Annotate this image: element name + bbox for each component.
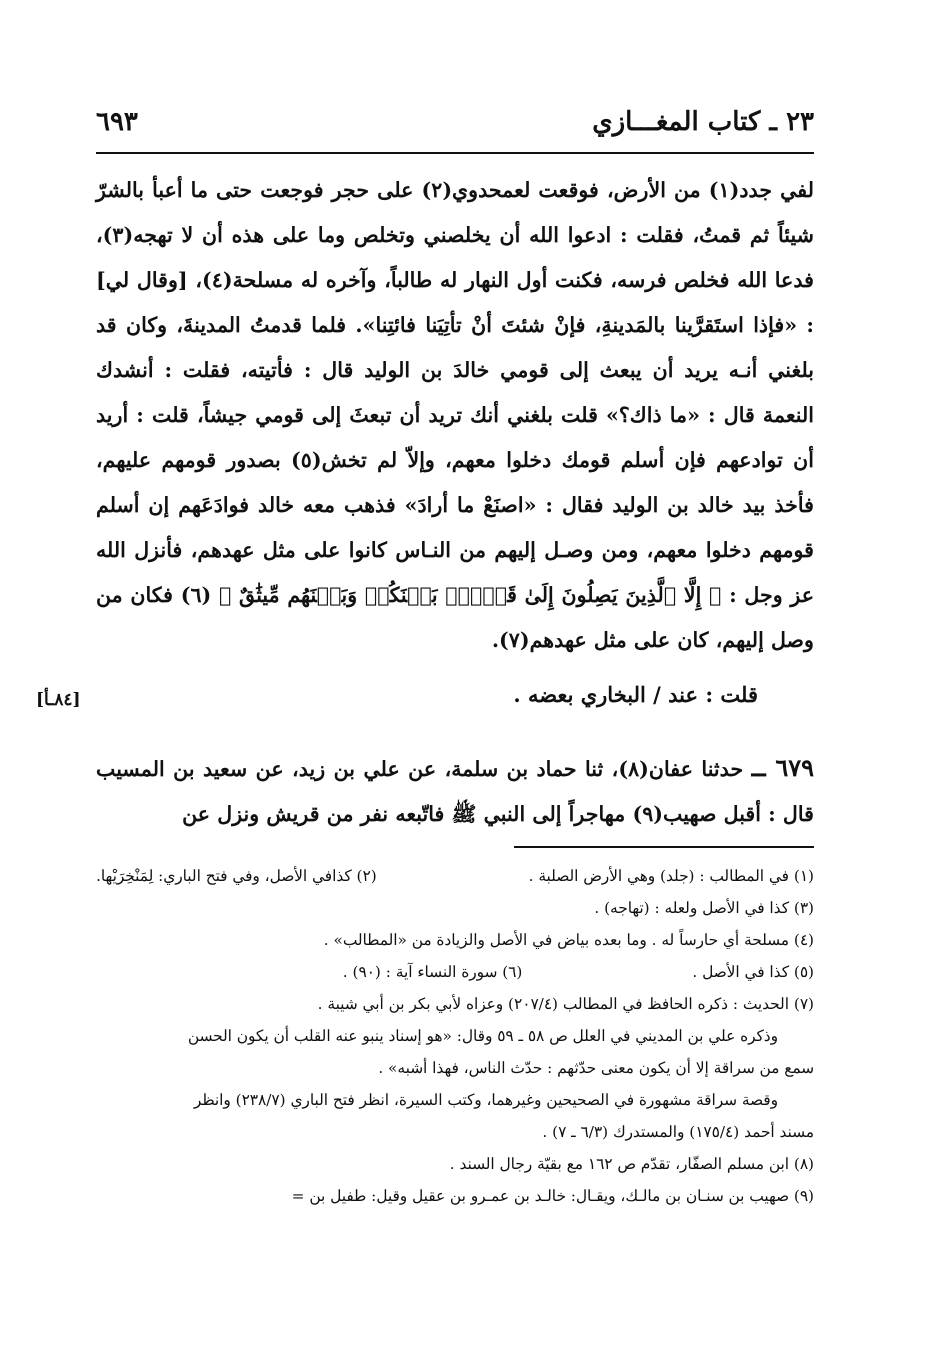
footnote-9: (٩) صهيب بن سنـان بن مالـك، ويقـال: خالـد بن عمـرو بن عقيل وقيل: طفيل بن = [291,1187,814,1205]
footnotes [96,860,814,1212]
footnote-7: (٧) الحديث : ذكره الحافظ في المطالب (٢٠٧/٤) وعزاه لأبي بكر بن أبي شيبة . [317,995,814,1013]
footnote-row [96,860,814,892]
running-title: ٢٣ ـ كتاب المغـــازي [592,107,814,137]
footnote-7-continued: وذكره علي بن المديني في العلل ص ٥٨ ـ ٥٩ وقال: «هو إسناد ينبو عنه القلب أن يكون الحسن [187,1027,778,1045]
page-number: ٦٩٣ [96,107,138,137]
footnote-4: (٤) مسلحة أي حارساً له . وما بعده بياض في الأصل والزيادة من «المطالب» . [323,931,814,949]
footnote-6: (٦) سورة النساء آية : (٩٠) . [342,963,523,981]
footnote-1: (١) في المطالب : (جلد) وهي الأرض الصلبة . [528,867,814,885]
main-paragraph: لفي جدد(١) من الأرض، فوقعت لعمحدوي(٢) على حجر فوجعت حتى ما أعبأ بالشرّ شيئاً ثم قمتُ، فقلت : ادعوا الله أن يخلصني وتخلص وما على هذه أن لا تهجه(٣)، فدعا الله فخلص فرسه، فكنت أول النهار له طالباً، وآخره له مسلحة(٤)، [وقال لي] : «فإذا استَقرَّينا بالمَدينةِ، فإنْ شئتَ أنْ تأتِيَنا فائتِنا». فلما قدمتُ المدينةَ، وكان قد بلغني أنـه يريد أن يبعث إلى قومي خالدَ بن الوليد قال : فأتيته، فقلت : أنشدك النعمة قال : «ما ذاك؟» قلت بلغني أنك تريد أن تبعثَ إلى قومي جيشاً، قلت : أريد أن توادعهم فإن أسلم قومك دخلوا معهم، وإلاّ لم تخش(٥) بصدور قومهم عليهم، فأخذ بيد خالد بن الوليد فقال : «اصنَعْ ما أرادَ» فذهب معه خالد فوادَعَهم إن أسلم قومهم دخلوا معهم، ومن وصـل إليهم من النـاس كانوا على مثل عهدهم، فأنزل الله عز وجل : ﴿ إِلَّا ٱلَّذِينَ يَصِلُونَ إِلَىٰ قَوۡمِۭ بَيۡنَكُمۡ وَبَيۡنَهُم مِّيثَٰقٌ ﴾ (٦) فكان من وصل إليهم، كان على مثل عهدهم(٧). [96,178,815,652]
hadith-text: حدثنا عفان(٨)، ثنا حماد بن سلمة، عن علي بن زيد، عن سعيد بن المسيب قال : أقبل صهيب(٩) مهاجراً إلى النبي ﷺ فاتّبعه نفر من قريش ونزل عن [96,757,814,826]
footnote-7-continued: مسند أحمد (١٧٥/٤) والمستدرك (٦/٣ ـ ٧) . [542,1123,814,1141]
footnote-2: (٢) كذافي الأصل، وفي فتح الباري: لِمَنْخِرَيْها. [96,867,377,885]
footnote-7-continued: سمع من سراقة إلا أن يكون معنى حدّثهم : حدّث الناس، فهذا أشبه» . [378,1059,814,1077]
author-note: قلت : عند / البخاري بعضه . [513,682,758,707]
header-rule [96,152,814,154]
hadith-679 [96,745,814,837]
manuscript-folio-mark: [٨٤ـأ] [36,690,81,710]
footnote-row [96,956,814,988]
footnote-7-continued: وقصة سراقة مشهورة في الصحيحين وغيرهما، وكتب السيرة، انظر فتح الباري (٢٣٨/٧) وانظر [193,1091,778,1109]
page-header [96,102,814,142]
hadith-number: ٦٧٩ ــ [751,753,814,782]
footnote-8: (٨) ابن مسلم الصفّار، تقدّم ص ١٦٢ مع بقيّة رجال السند . [449,1155,814,1173]
footnote-rule [514,846,814,848]
footnote-5: (٥) كذا في الأصل . [692,963,814,981]
main-text [96,168,814,663]
footnote-3: (٣) كذا في الأصل ولعله : (تهاجه) . [594,899,814,917]
